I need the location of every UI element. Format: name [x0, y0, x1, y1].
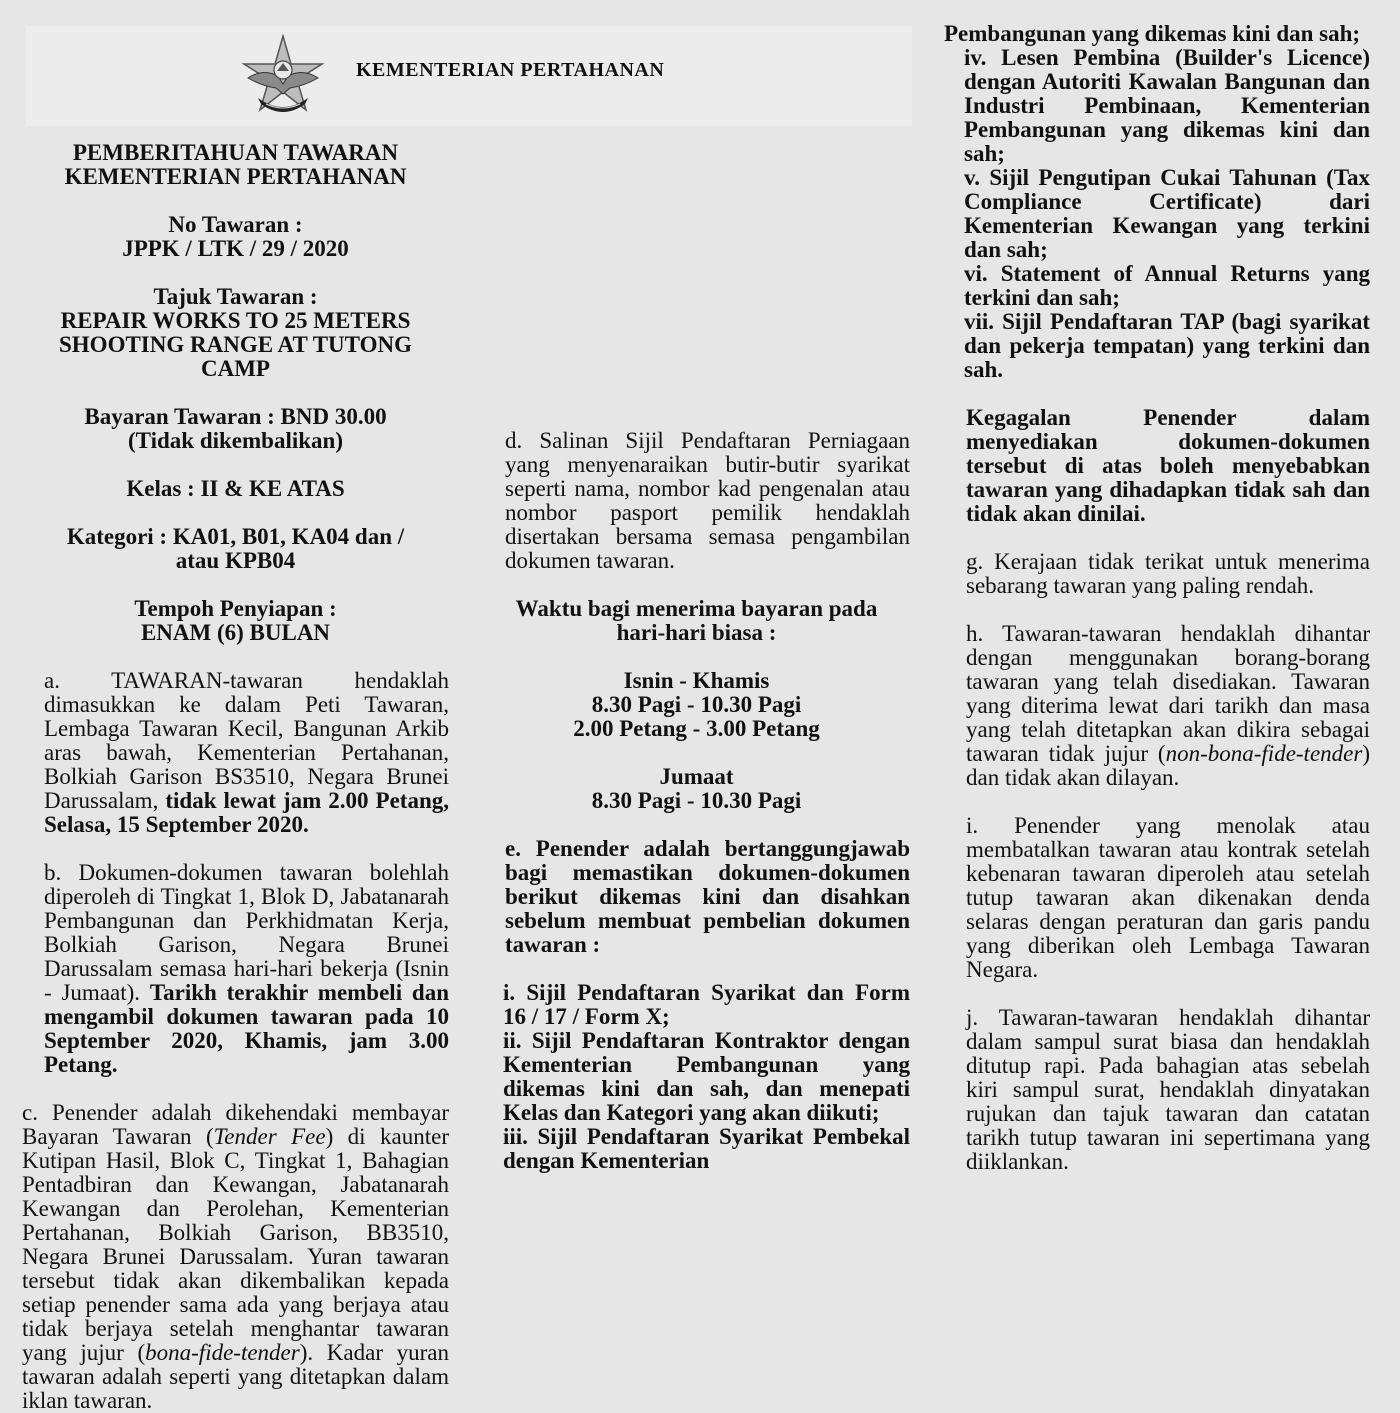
column-1	[22, 141, 449, 1413]
paragraph-a	[22, 669, 449, 837]
weekday-time-1: 8.30 Pagi - 10.30 Pagi	[591, 692, 802, 717]
completion-period-label: Tempoh Penyiapan :	[134, 596, 337, 621]
tender-title-line-3: CAMP	[201, 356, 270, 381]
ministry-of-defence-crest-icon	[238, 34, 328, 120]
paragraph-d: d. Salinan Sijil Pendaftaran Perniagaan yang menyenaraikan butir-butir syarikat seperti nama, nombor kad pengenalan atau nombor pasport pemilik hendaklah disertakan bersama semasa pengambilan dokumen tawaran.	[505, 428, 910, 573]
requirement-item-3: iii. Sijil Pendaftaran Syarikat Pembekal dengan Kementerian	[503, 1124, 910, 1173]
weekday-label: Isnin - Khamis	[623, 668, 770, 693]
tender-fee-line-2: (Tidak dikembalikan)	[128, 428, 343, 453]
notice-title-line-1: PEMBERITAHUAN TAWARAN	[72, 140, 399, 165]
paragraph-g: g. Kerajaan tidak terikat untuk menerima sebarang tawaran yang paling rendah.	[966, 549, 1370, 598]
tender-category-line-1: Kategori : KA01, B01, KA04 dan /	[66, 524, 405, 549]
requirement-item-2: ii. Sijil Pendaftaran Kontraktor dengan Kementerian Pembangunan yang dikemas kini dan sah, dan menepati Kelas dan Kategori yang akan diikuti;	[503, 1028, 910, 1125]
paragraph-h-italic: non-bona-fide-tender	[1165, 741, 1363, 766]
friday-time: 8.30 Pagi - 10.30 Pagi	[591, 788, 802, 813]
requirement-item-6: vi. Statement of Annual Returns yang terkini dan sah;	[964, 261, 1370, 310]
paragraph-c-italic-1: Tender Fee	[213, 1124, 326, 1149]
tender-title-line-1: REPAIR WORKS TO 25 METERS	[60, 308, 411, 333]
tender-category-line-2: atau KPB04	[175, 548, 296, 573]
paragraph-j: j. Tawaran-tawaran hendaklah dihantar dalam sampul surat biasa dan hendaklah ditutup rapi. Pada bahagian atas sebelah kiri sampul surat, hendaklah dinyatakan rujukan dan tajuk tawaran dan catatan tarikh tutup tawaran ini sepertimana yang diiklankan.	[966, 1005, 1370, 1174]
paragraph-c-text-1: c. Penender adalah dikehendaki membayar Bayaran Tawaran (	[22, 1100, 449, 1149]
paragraph-c-text-2: ) di kaunter Kutipan Hasil, Blok C, Tingkat 1, Bahagian Pentadbiran dan Kewangan, Jabatanarah Kewangan dan Perolehan, Kementerian Pertahanan, Bolkiah Garison, BB3510, Negara Brunei Darussalam. Yuran tawaran tersebut tidak akan dikembalikan kepada setiap penender sama ada yang berjaya atau tidak berjaya setelah menghantar tawaran yang jujur (	[22, 1124, 449, 1365]
tender-number	[22, 213, 449, 261]
tender-title	[22, 285, 449, 381]
paragraph-c	[22, 1101, 449, 1413]
tender-class: Kelas : II & KE ATAS	[126, 476, 345, 501]
paragraph-a-deadline: tidak lewat jam 2.00 Petang, Selasa, 15 September 2020.	[44, 788, 449, 837]
paragraph-h-text-2: ) dan tidak akan dilayan.	[966, 741, 1370, 790]
requirement-item-5: v. Sijil Pengutipan Cukai Tahunan (Tax Compliance Certificate) dari Kementerian Kewangan yang terkini dan sah;	[964, 165, 1370, 262]
completion-period-value: ENAM (6) BULAN	[140, 620, 331, 645]
notice-title	[22, 141, 449, 189]
paragraph-a-text: a. TAWARAN-tawaran hendaklah dimasukkan ke dalam Peti Tawaran, Lembaga Tawaran Kecil, Bangunan Arkib aras bawah, Kementerian Pertahanan, Bolkiah Garison BS3510, Negara Brunei Darussalam,	[44, 668, 449, 813]
column-2	[483, 141, 910, 1173]
paragraph-c-continuation-space	[483, 141, 910, 405]
payment-schedule	[483, 597, 910, 813]
notice-title-line-2: KEMENTERIAN PERTAHANAN	[64, 164, 407, 189]
friday-label: Jumaat	[659, 764, 734, 789]
requirement-item-4: iv. Lesen Pembina (Builder's Licence) dengan Autoriti Kawalan Bangunan dan Industri Pembinaan, Kementerian Pembangunan yang dikemas kini dan sah;	[964, 45, 1370, 166]
organization-name: KEMENTERIAN PERTAHANAN	[356, 59, 665, 81]
paragraph-c-italic-2: bona-fide-tender	[145, 1340, 300, 1365]
weekday-time-2: 2.00 Petang - 3.00 Petang	[573, 716, 820, 741]
tender-category	[22, 525, 449, 573]
paragraph-b-deadline: Tarikh terakhir membeli dan mengambil dokumen tawaran pada 10 September 2020, Khamis, jam 3.00 Petang.	[44, 980, 449, 1077]
requirement-item-1: i. Sijil Pendaftaran Syarikat dan Form 16 / 17 / Form X;	[503, 980, 910, 1029]
schedule-heading-1: Waktu bagi menerima bayaran pada	[515, 596, 878, 621]
header-banner	[26, 26, 912, 126]
paragraph-e	[483, 837, 910, 1173]
column-3	[944, 22, 1370, 1174]
paragraph-b	[22, 861, 449, 1077]
requirement-item-3-continued: Pembangunan yang dikemas kini dan sah;	[944, 21, 1361, 46]
paragraph-h	[944, 622, 1370, 790]
paragraph-c-text-3: ). Kadar yuran tawaran adalah seperti yang ditetapkan dalam iklan tawaran.	[22, 1340, 450, 1413]
tender-title-label: Tajuk Tawaran :	[153, 284, 318, 309]
paragraph-e-intro: e. Penender adalah bertanggungjawab bagi memastikan dokumen-dokumen berikut dikemas kini dan disahkan sebelum membuat pembelian dokumen tawaran :	[505, 836, 910, 957]
failure-warning: Kegagalan Penender dalam menyediakan dokumen-dokumen tersebut di atas boleh menyebabkan tawaran yang dihadapkan tidak sah dan tidak akan dinilai.	[966, 405, 1370, 526]
schedule-heading-2: hari-hari biasa :	[616, 620, 777, 645]
requirement-item-7: vii. Sijil Pendaftaran TAP (bagi syarikat dan pekerja tempatan) yang terkini dan sah.	[964, 309, 1370, 382]
tender-fee	[22, 405, 449, 453]
tender-title-line-2: SHOOTING RANGE AT TUTONG	[59, 332, 412, 357]
paragraph-b-text: b. Dokumen-dokumen tawaran bolehlah diperoleh di Tingkat 1, Blok D, Jabatanarah Pembangunan dan Perkhidmatan Kerja, Bolkiah Garison, Negara Brunei Darussalam semasa hari-hari bekerja (Isnin - Jumaat).	[44, 860, 449, 1005]
tender-number-label: No Tawaran :	[168, 212, 303, 237]
paragraph-i: i. Penender yang menolak atau membatalkan tawaran atau kontrak setelah kebenaran tawaran diperoleh atau setelah tutup tawaran akan dikenakan denda selaras dengan peraturan dan garis pandu yang diberikan oleh Lembaga Tawaran Negara.	[966, 813, 1370, 982]
requirements-continued	[944, 22, 1370, 526]
tender-number-value: JPPK / LTK / 29 / 2020	[122, 236, 349, 261]
completion-period	[22, 597, 449, 645]
paragraph-h-text-1: h. Tawaran-tawaran hendaklah dihantar dengan menggunakan borang-borang tawaran yang telah disediakan. Tawaran yang diterima lewat dari tarikh dan masa yang telah ditetapkan akan dikira sebagai tawaran tidak jujur (	[966, 621, 1370, 766]
tender-fee-line-1: Bayaran Tawaran : BND 30.00	[84, 404, 387, 429]
